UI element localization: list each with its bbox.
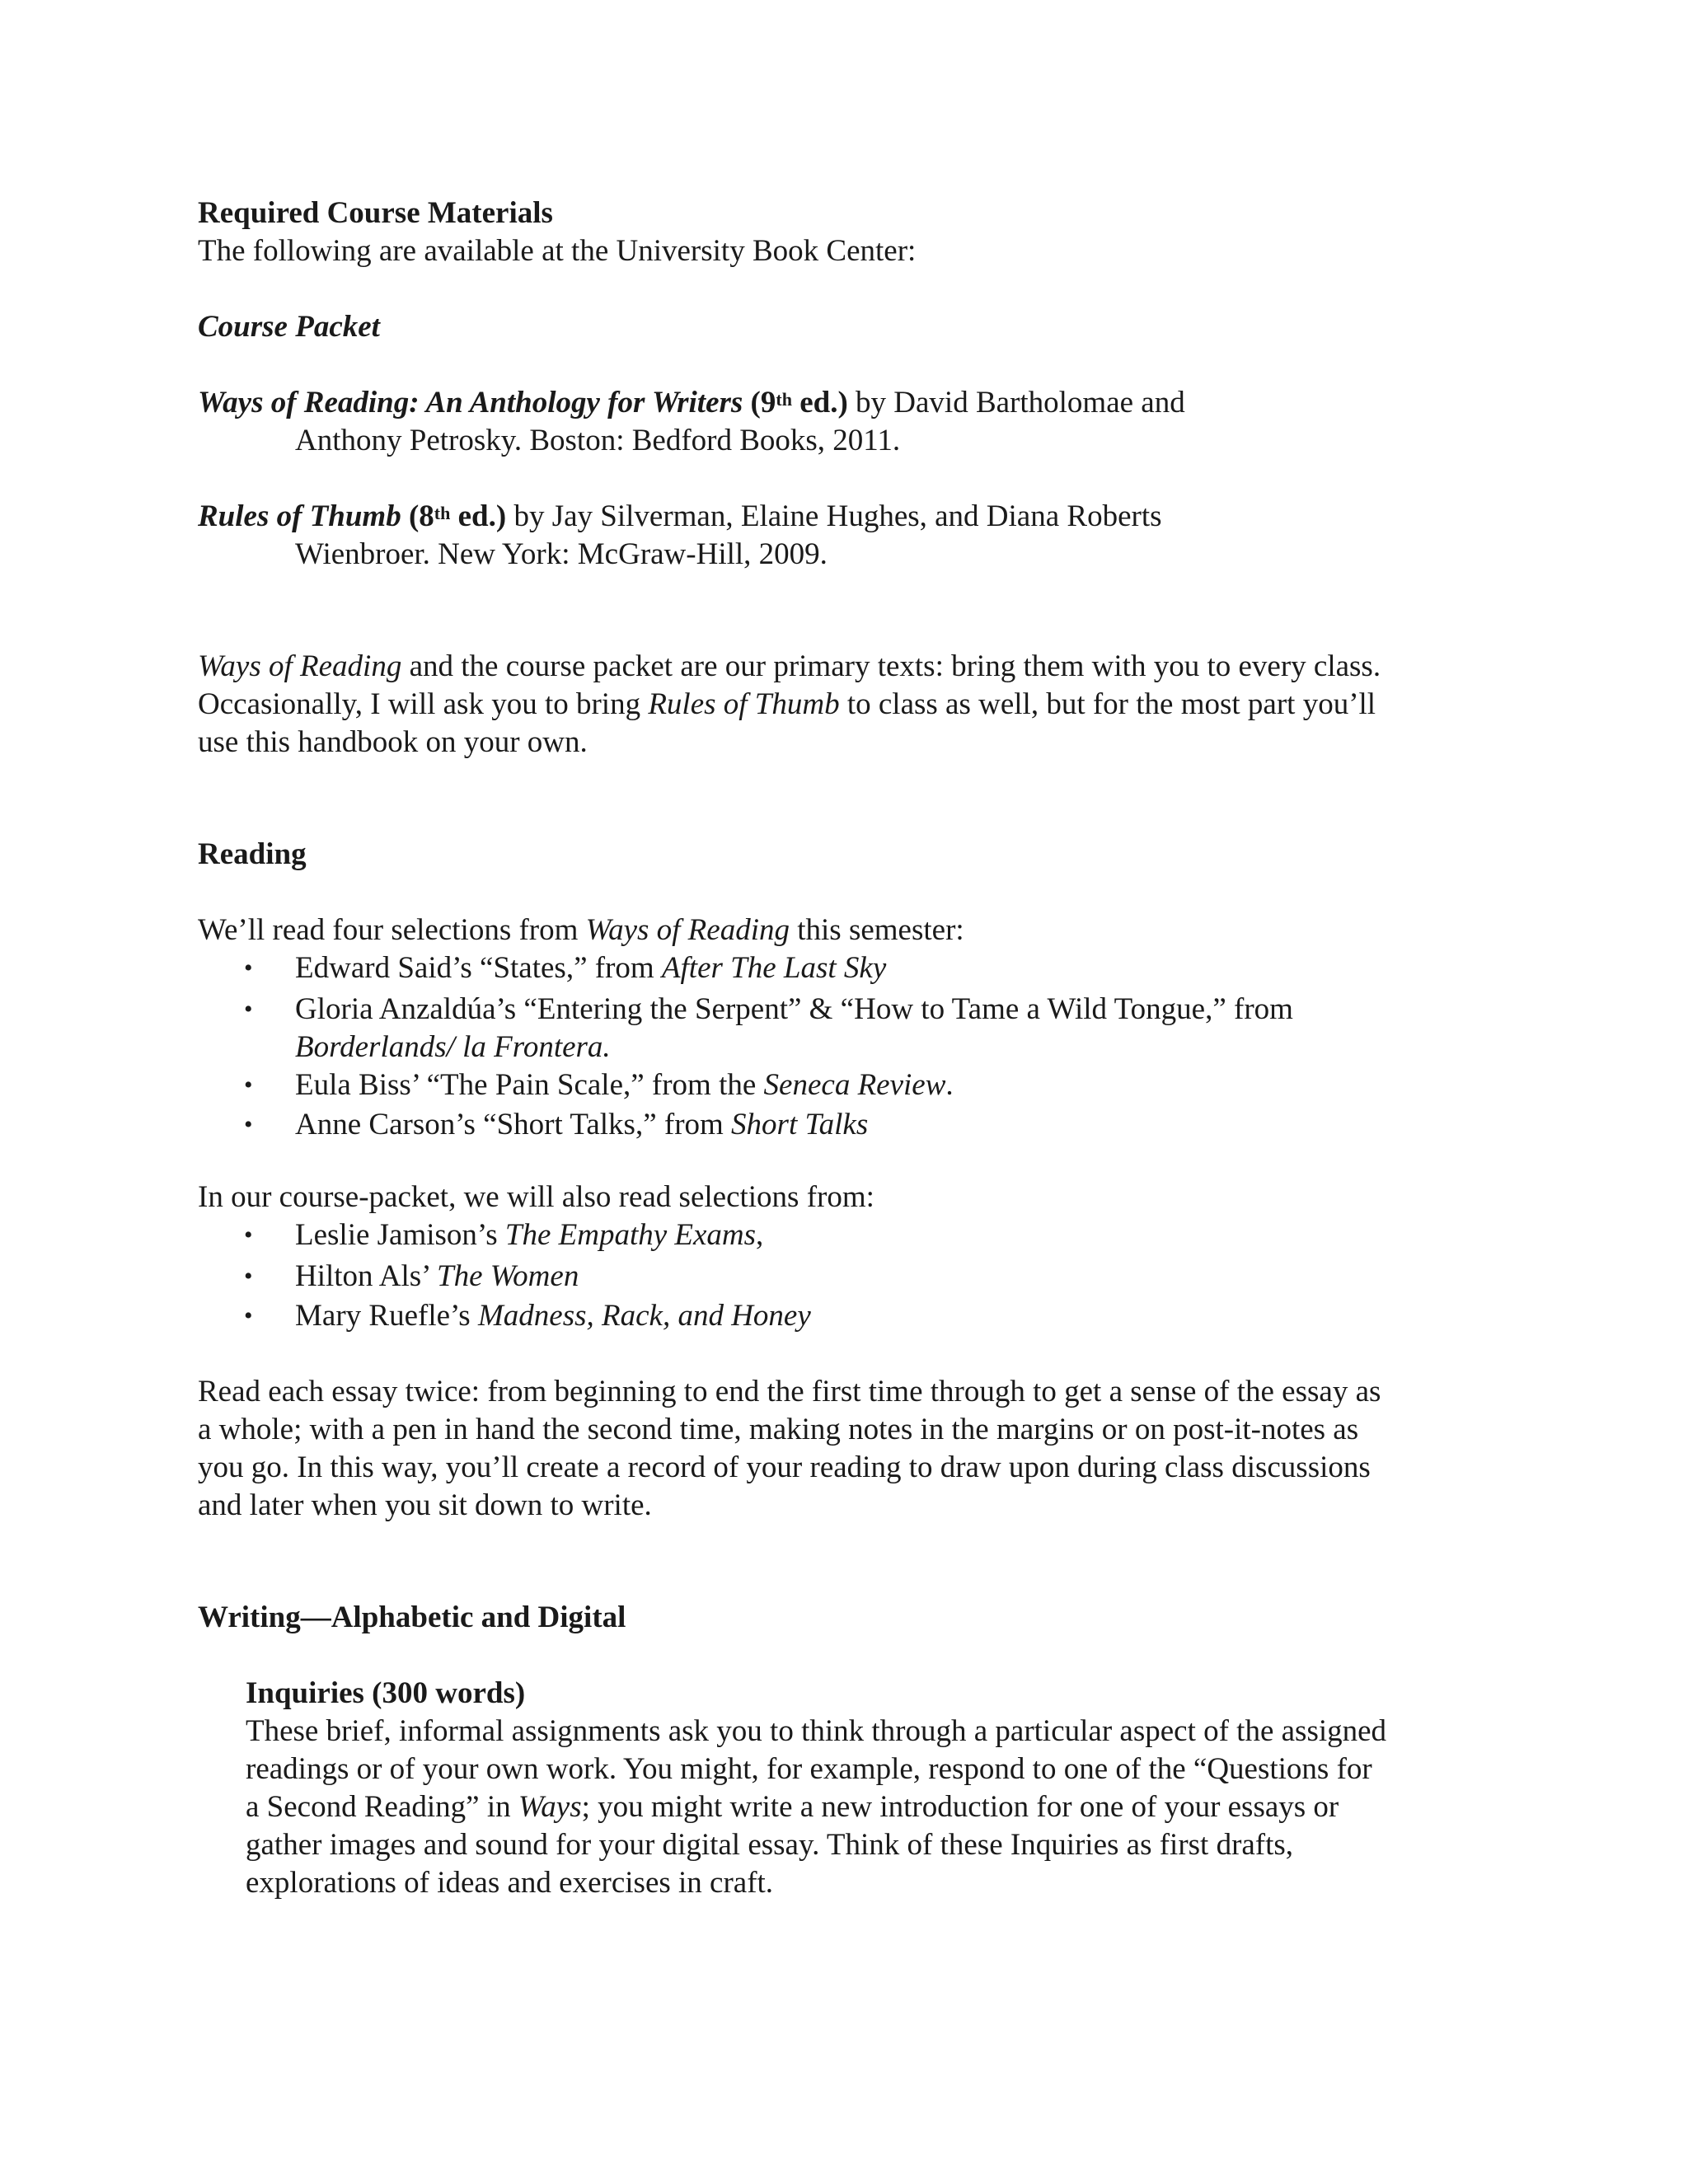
inquiries-line5: explorations of ideas and exercises in craft. bbox=[246, 1866, 774, 1900]
inquiries-subheading: Inquiries (300 words) bbox=[246, 1676, 526, 1710]
reading-para-line3: you go. In this way, you’ll create a record of your reading to draw upon during class discussions bbox=[198, 1451, 1371, 1484]
packet-list-item: Leslie Jamison’s The Empathy Exams, bbox=[295, 1218, 764, 1252]
reading-intro: We’ll read four selections from Ways of Reading this semester: bbox=[198, 913, 964, 947]
bullet-icon: • bbox=[244, 1111, 253, 1138]
reading-para-line2: a whole; with a pen in hand the second time, making notes in the margins or on post-it-notes as bbox=[198, 1413, 1359, 1446]
materials-intro: The following are available at the University Book Center: bbox=[198, 234, 917, 268]
bullet-icon: • bbox=[244, 1263, 253, 1290]
course-packet-label: Course Packet bbox=[198, 310, 380, 344]
reading-para-line4: and later when you sit down to write. bbox=[198, 1488, 652, 1522]
reading-list-item: Gloria Anzaldúa’s “Entering the Serpent” & “How to Tame a Wild Tongue,” from bbox=[295, 992, 1293, 1026]
reading-list-item: Edward Said’s “States,” from After The Last Sky bbox=[295, 951, 887, 985]
book2-citation-line2: Wienbroer. New York: McGraw-Hill, 2009. bbox=[295, 537, 828, 571]
bullet-icon: • bbox=[244, 996, 253, 1023]
book1-authors: by David Bartholomae and bbox=[856, 386, 1185, 419]
book1-citation-line2: Anthony Petrosky. Boston: Bedford Books, 2011. bbox=[295, 424, 901, 457]
inquiries-line3: a Second Reading” in Ways; you might write a new introduction for one of your essays or bbox=[246, 1790, 1339, 1824]
reading-list-item-continuation: Borderlands/ la Frontera. bbox=[295, 1030, 611, 1064]
reading-heading: Reading bbox=[198, 837, 307, 871]
book1-title: Ways of Reading: An Anthology for Writers bbox=[198, 386, 743, 419]
packet-list-item: Mary Ruefle’s Madness, Rack, and Honey bbox=[295, 1299, 811, 1333]
book2-authors: by Jay Silverman, Elaine Hughes, and Diana Roberts bbox=[513, 499, 1162, 533]
bullet-icon: • bbox=[244, 1302, 253, 1329]
bullet-icon: • bbox=[244, 954, 253, 982]
book2-citation-line1 bbox=[198, 498, 1162, 536]
reading-list-item: Anne Carson’s “Short Talks,” from Short Talks bbox=[295, 1108, 869, 1141]
materials-heading: Required Course Materials bbox=[198, 196, 553, 230]
inquiries-line2: readings or of your own work. You might, for example, respond to one of the “Questions for bbox=[246, 1752, 1372, 1786]
packet-intro: In our course-packet, we will also read selections from: bbox=[198, 1180, 874, 1214]
inquiries-line4: gather images and sound for your digital essay. Think of these Inquiries as first drafts, bbox=[246, 1828, 1294, 1862]
book1-edition: (9th ed.) bbox=[750, 386, 848, 419]
bullet-icon: • bbox=[244, 1221, 253, 1249]
materials-para-line3: use this handbook on your own. bbox=[198, 725, 588, 759]
book1-citation-line1 bbox=[198, 384, 1185, 422]
writing-heading: Writing—Alphabetic and Digital bbox=[198, 1601, 626, 1634]
bullet-icon: • bbox=[244, 1071, 253, 1099]
inquiries-line1: These brief, informal assignments ask you to think through a particular aspect of the assigned bbox=[246, 1714, 1387, 1748]
book2-title: Rules of Thumb bbox=[198, 499, 401, 533]
reading-para-line1: Read each essay twice: from beginning to end the first time through to get a sense of the essay as bbox=[198, 1375, 1381, 1408]
packet-list-item: Hilton Als’ The Women bbox=[295, 1259, 579, 1293]
reading-list-item: Eula Biss’ “The Pain Scale,” from the Seneca Review. bbox=[295, 1068, 954, 1102]
materials-para-line2: Occasionally, I will ask you to bring Rules of Thumb to class as well, but for the most part you’ll bbox=[198, 687, 1376, 721]
book2-edition: (8th ed.) bbox=[408, 499, 507, 533]
materials-para-line1: Ways of Reading and the course packet are our primary texts: bring them with you to every class. bbox=[198, 649, 1381, 683]
